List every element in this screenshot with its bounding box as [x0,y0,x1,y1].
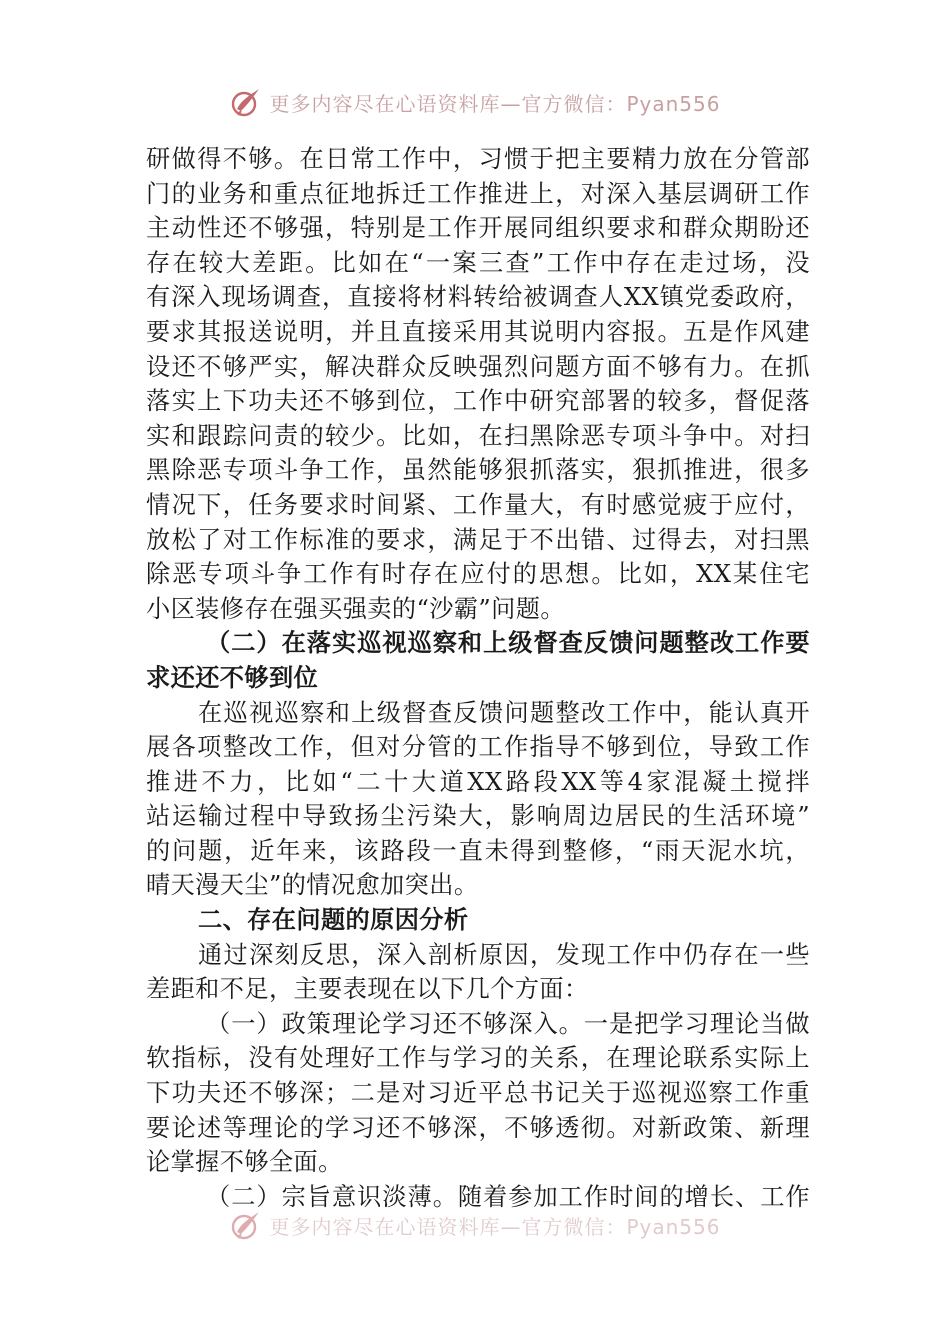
text-line: 设还不够严实，解决群众反映强烈问题方面不够有力。在抓 [146,352,810,381]
watermark-text: 更多内容尽在心语资料库—官方微信：Pyan556 [269,1214,721,1239]
document-body [146,142,810,1214]
text-line: 小区装修存在强买强卖的“沙霸”问题。 [146,594,565,623]
text-line: 主动性还不够强，特别是工作开展同组织要求和群众期盼还 [146,214,810,243]
text-line: 下功夫还不够深；二是对习近平总书记关于巡视巡察工作重 [146,1079,810,1108]
text-line: 有深入现场调查，直接将材料转给被调查人XX镇党委政府， [146,283,810,312]
header-watermark [0,82,950,122]
text-line: 推进不力，比如“二十大道XX路段XX等4家混凝土搅拌 [146,767,810,796]
text-line: 门的业务和重点征地拆迁工作推进上，对深入基层调研工作 [146,179,810,208]
text-line: 除恶专项斗争工作有时存在应付的思想。比如，XX某住宅 [146,560,810,589]
text-line: 差距和不足，主要表现在以下几个方面： [146,975,589,1004]
text-line: 实和跟踪问责的较少。比如，在扫黑除恶专项斗争中。对扫 [146,421,810,450]
footer-watermark [0,1205,950,1245]
text-line: 站运输过程中导致扬尘污染大，影响周边居民的生活环境” [146,802,810,831]
text-line: 研做得不够。在日常工作中，习惯于把主要精力放在分管部 [146,145,810,173]
text-line: 落实上下功夫还不够到位，工作中研究部署的较多，督促落 [146,387,810,416]
text-line: 放松了对工作标准的要求，满足于不出错、过得去，对扫黑 [146,525,810,554]
watermark-text: 更多内容尽在心语资料库—官方微信：Pyan556 [269,91,721,116]
quill-ink-logo-icon [229,85,263,119]
text-line: 存在较大差距。比如在“一案三查”工作中存在走过场，没 [146,248,810,277]
text-line: 的问题，近年来，该路段一直未得到整修，“雨天泥水坑， [146,836,810,865]
text-line: 展各项整改工作，但对分管的工作指导不够到位，导致工作 [146,733,810,762]
quill-ink-logo-icon [229,1208,263,1242]
subheading-line: （二）在落实巡视巡察和上级督查反馈问题整改工作要 [206,628,810,658]
text-line: 晴天漫天尘”的情况愈加突出。 [146,871,479,900]
text-line: 在巡视巡察和上级督查反馈问题整改工作中，能认真开 [198,698,810,727]
text-line: 软指标，没有处理好工作与学习的关系，在理论联系实际上 [146,1044,810,1073]
text-line: 要求其报送说明，并且直接采用其说明内容报。五是作风建 [146,317,810,346]
text-line: 黑除恶专项斗争工作，虽然能够狠抓落实，狠抓推进，很多 [146,456,810,485]
section-heading: 二、存在问题的原因分析 [198,906,469,935]
text-line: 通过深刻反思，深入剖析原因，发现工作中仍存在一些 [198,940,810,969]
text-line: 情况下，任务要求时间紧、工作量大，有时感觉疲于应付， [146,490,810,519]
text-line: （一）政策理论学习还不够深入。一是把学习理论当做 [206,1009,810,1038]
text-line: 要论述等理论的学习还不够深，不够透彻。对新政策、新理 [146,1113,810,1142]
text-line: 论掌握不够全面。 [146,1148,343,1177]
subheading-line: 求还还不够到位 [146,662,319,692]
text-line: （二）宗旨意识淡薄。随着参加工作时间的增长、工作 [206,1182,810,1211]
